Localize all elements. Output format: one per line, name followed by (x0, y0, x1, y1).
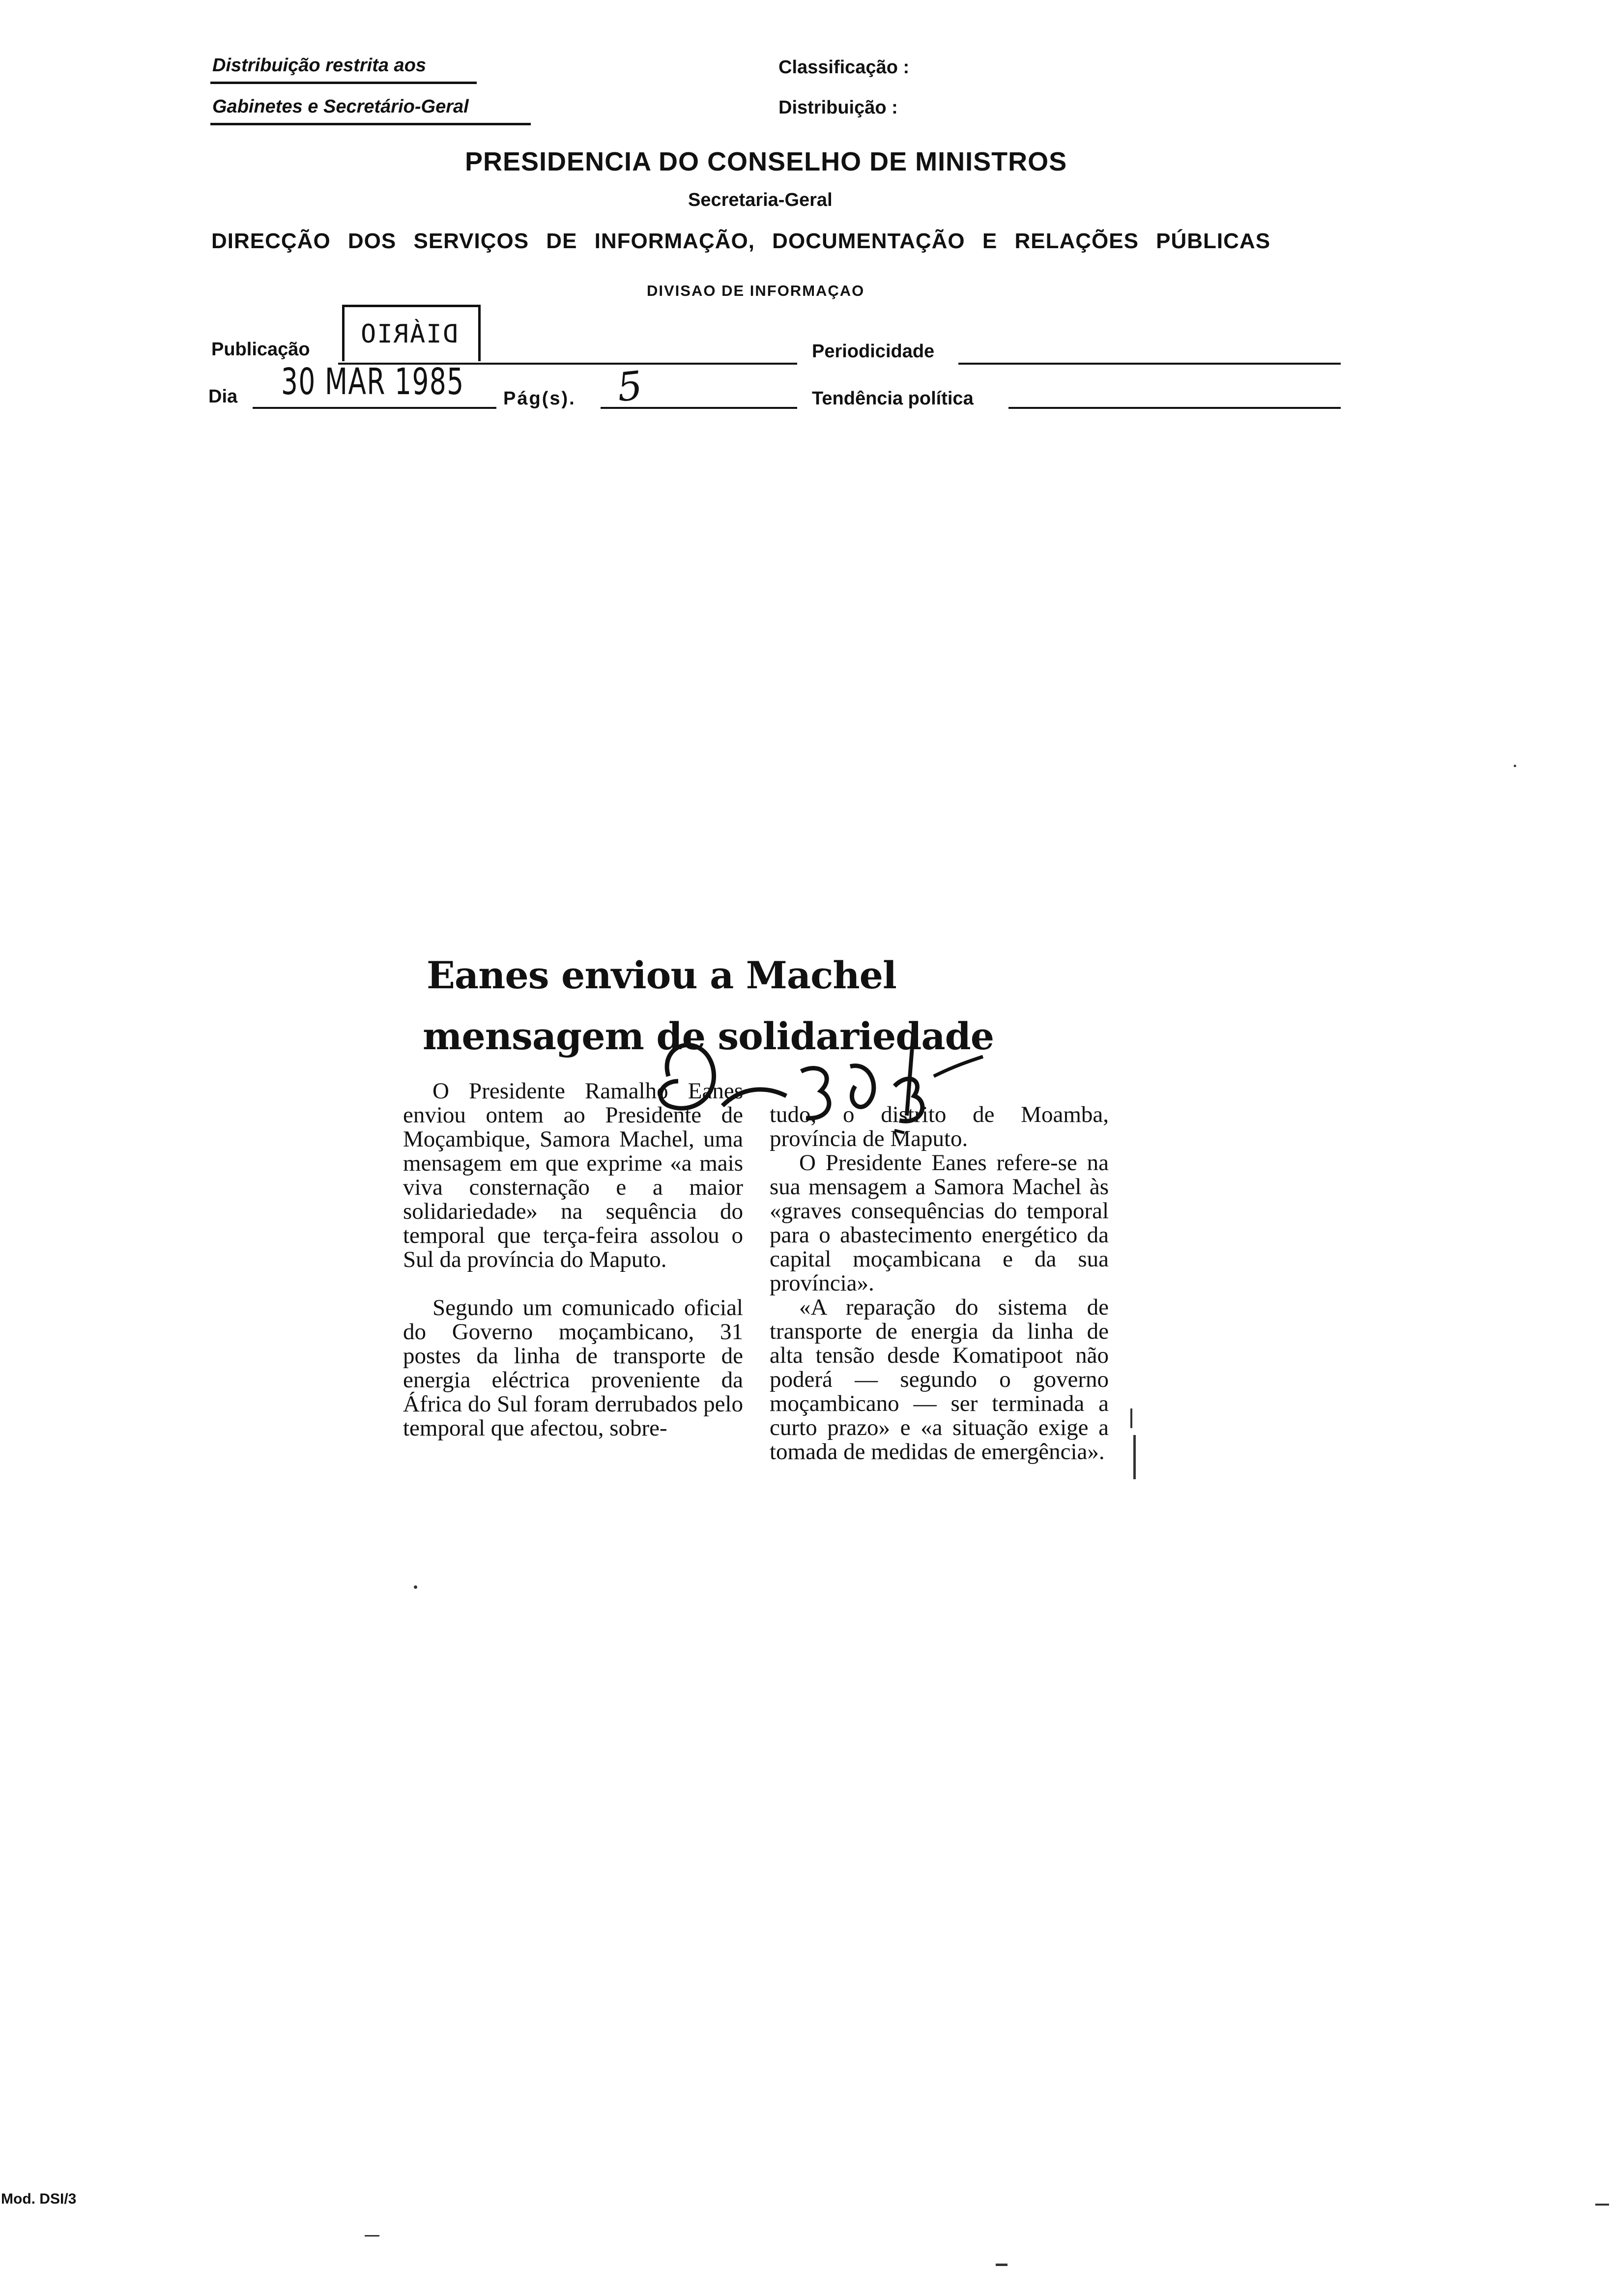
article-paragraph: O Presidente Eanes refere-se na sua mensagem a Samora Machel às «graves consequências do temporal para o abastecimento energético da capital moçambicana e da sua província». (770, 1150, 1109, 1296)
distribution-line2-underline (210, 123, 531, 125)
article-paragraph: tudo, o distrito de Moamba, província de Maputo. (770, 1102, 1109, 1151)
org-subtitle: Secretaria-Geral (688, 190, 833, 210)
margin-mark (1133, 1435, 1136, 1479)
margin-mark (1130, 1408, 1132, 1428)
dia-label: Dia (208, 386, 238, 407)
publicacao-label: Publicação (211, 339, 310, 360)
scan-speck (414, 1585, 417, 1589)
periodicidade-field-line (958, 363, 1341, 365)
article-paragraph: O Presidente Ramalho Eanes enviou ontem ao Presidente de Moçambique, Samora Machel, uma mensagem em que exprime «a mais viva consternação e a maior solidariedade» na sequência do temporal que terça-feira assolou o Sul da província do Maputo. (403, 1078, 743, 1272)
classificacao-label: Classificação : (778, 57, 910, 78)
pags-label: Pág(s). (503, 388, 576, 409)
article-paragraph: Segundo um comunicado oficial do Governo moçambicano, 31 postes da linha de transporte de energia eléctrica proveniente da África do Sul foram derrubados pelo temporal que afectou, sobre- (403, 1295, 743, 1441)
tendencia-field-line (1008, 407, 1341, 409)
scan-speck (365, 2235, 379, 2237)
divisao-line: DIVISAO DE INFORMAÇAO (647, 282, 865, 299)
scan-speck (1595, 2204, 1609, 2206)
dia-field-line (253, 407, 496, 409)
distribution-restriction-line1: Distribuição restrita aos (212, 55, 427, 76)
article-column-left (403, 1079, 743, 1440)
scan-speck (996, 2264, 1008, 2266)
article-title-line1: Eanes enviou a Machel (427, 953, 896, 997)
tendencia-label: Tendência política (812, 388, 974, 409)
dia-value-stamp: 30 MAR 1985 (281, 361, 464, 403)
org-title: PRESIDENCIA DO CONSELHO DE MINISTROS (465, 147, 1067, 176)
form-code: Mod. DSI/3 (1, 2191, 77, 2207)
distribution-restriction-line2: Gabinetes e Secretário-Geral (212, 96, 469, 117)
article-paragraph: «A reparação do sistema de transporte de energia da linha de alta tensão desde Komatipoot não poderá — segundo o governo moçambicano — ser terminada a curto prazo» e «a situação exige a tomada de medidas de emergência». (770, 1294, 1109, 1464)
pags-value-handwritten: 5 (615, 362, 645, 411)
article-title-line2: mensagem de solidariedade (423, 1014, 994, 1058)
periodicidade-label: Periodicidade (812, 341, 935, 362)
article-column-right (770, 1103, 1109, 1464)
scan-speck (1514, 765, 1516, 767)
publicacao-stamp: DIÁRIO (360, 319, 458, 349)
direccao-line: DIRECÇÃO DOS SERVIÇOS DE INFORMAÇÃO, DOCUMENTAÇÃO E RELAÇÕES PÚBLICAS (211, 229, 1271, 253)
pags-field-line (601, 407, 797, 409)
distribution-line1-underline (210, 82, 477, 84)
distribuicao-label: Distribuição : (778, 97, 898, 118)
